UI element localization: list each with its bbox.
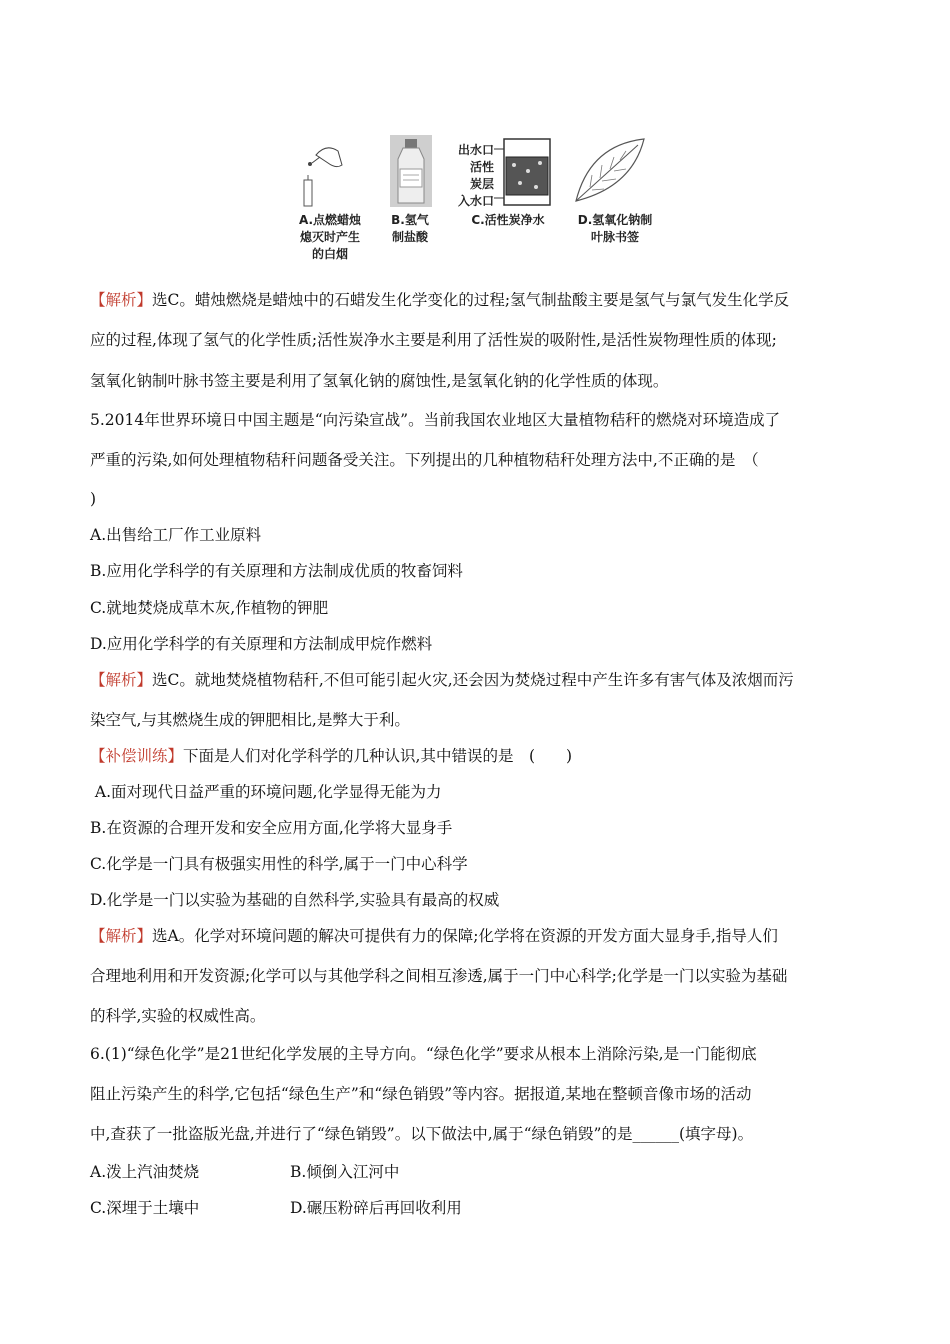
q6-option-d: D.碾压粉碎后再回收利用 [290, 1199, 462, 1217]
q6-stem-line-2: 阻止污染产生的科学,它包括“绿色生产”和“绿色销毁”等内容。据报道,某地在整顿音像市场的活动 [90, 1085, 752, 1103]
q5-analysis-line-2: 染空气,与其燃烧生成的钾肥相比,是弊大于利。 [90, 711, 410, 729]
supplement-option-b: B.在资源的合理开发和安全应用方面,化学将大显身手 [90, 819, 453, 837]
q4-analysis-line-3: 氢氧化钠制叶脉书签主要是利用了氢氧化钠的腐蚀性,是氢氧化钠的化学性质的体现。 [90, 372, 669, 390]
q5-stem-line-2: 严重的污染,如何处理植物秸秆问题备受关注。下列提出的几种植物秸秆处理方法中,不正确的是 （ [90, 451, 759, 469]
caption-a: A.点燃蜡烛 熄灭时产生 的白烟 [298, 213, 362, 261]
candle-illustration [298, 135, 348, 210]
q6-stem-line-3: 中,查获了一批盗版光盘,并进行了“绿色销毁”。以下做法中,属于“绿色销毁”的是______(填字母)。 [90, 1125, 754, 1143]
filter-labels: 出水口 活性 炭层 入水口 [457, 143, 494, 208]
q5-option-b: B.应用化学科学的有关原理和方法制成优质的牧畜饲料 [90, 562, 463, 580]
q6-stem-line-1: 6.(1)“绿色化学”是21世纪化学发展的主导方向。“绿色化学”要求从根本上消除污染,是一门能彻底 [90, 1045, 757, 1063]
supplement-option-c: C.化学是一门具有极强实用性的科学,属于一门中心科学 [90, 855, 468, 873]
leaf-illustration [570, 135, 650, 207]
experiment-figure [290, 130, 670, 260]
supplement-analysis-line-2: 合理地利用和开发资源;化学可以与其他学科之间相互渗透,属于一门中心科学;化学是一门以实验为基础 [90, 967, 788, 985]
carbon-filter-diagram [494, 135, 554, 207]
q6-option-c: C.深埋于土壤中 [90, 1199, 200, 1217]
supplement-option-d: D.化学是一门以实验为基础的自然科学,实验具有最高的权威 [90, 891, 500, 909]
supplement-analysis-line-1: 【解析】选A。化学对环境问题的解决可提供有力的保障;化学将在资源的开发方面大显身手,指导人们 [90, 927, 778, 945]
q5-option-c: C.就地焚烧成草木灰,作植物的钾肥 [90, 599, 329, 617]
supplement-option-a: A.面对现代日益严重的环境问题,化学显得无能为力 [90, 783, 442, 801]
supplement-analysis-line-3: 的科学,实验的权威性高。 [90, 1007, 266, 1025]
bottle-photo [390, 135, 432, 207]
q5-analysis-line-1: 【解析】选C。就地焚烧植物秸秆,不但可能引起火灾,还会因为焚烧过程中产生许多有害气体及浓烟而污 [90, 671, 794, 689]
supplement-stem: 【补偿训练】下面是人们对化学科学的几种认识,其中错误的是 ( ) [90, 747, 573, 765]
q5-stem-line-1: 5.2014年世界环境日中国主题是“向污染宣战”。当前我国农业地区大量植物秸秆的燃烧对环境造成了 [90, 411, 781, 429]
caption-d: D.氢氧化钠制 叶脉书签 [577, 213, 653, 244]
q5-option-d: D.应用化学科学的有关原理和方法制成甲烷作燃料 [90, 635, 433, 653]
q6-option-a: A.泼上汽油焚烧 [90, 1163, 200, 1181]
caption-c: C.活性炭净水 [471, 213, 545, 227]
q4-analysis-line-2: 应的过程,体现了氢气的化学性质;活性炭净水主要是利用了活性炭的吸附性,是活性炭物理性质的体现; [90, 331, 777, 349]
q6-option-b: B.倾倒入江河中 [290, 1163, 400, 1181]
caption-b: B.氢气 制盐酸 [391, 213, 429, 244]
q4-analysis-line-1: 【解析】选C。蜡烛燃烧是蜡烛中的石蜡发生化学变化的过程;氢气制盐酸主要是氢气与氯气发生化学反 [90, 291, 790, 309]
q5-stem-line-3: ) [90, 490, 97, 508]
q5-option-a: A.出售给工厂作工业原料 [90, 526, 262, 544]
